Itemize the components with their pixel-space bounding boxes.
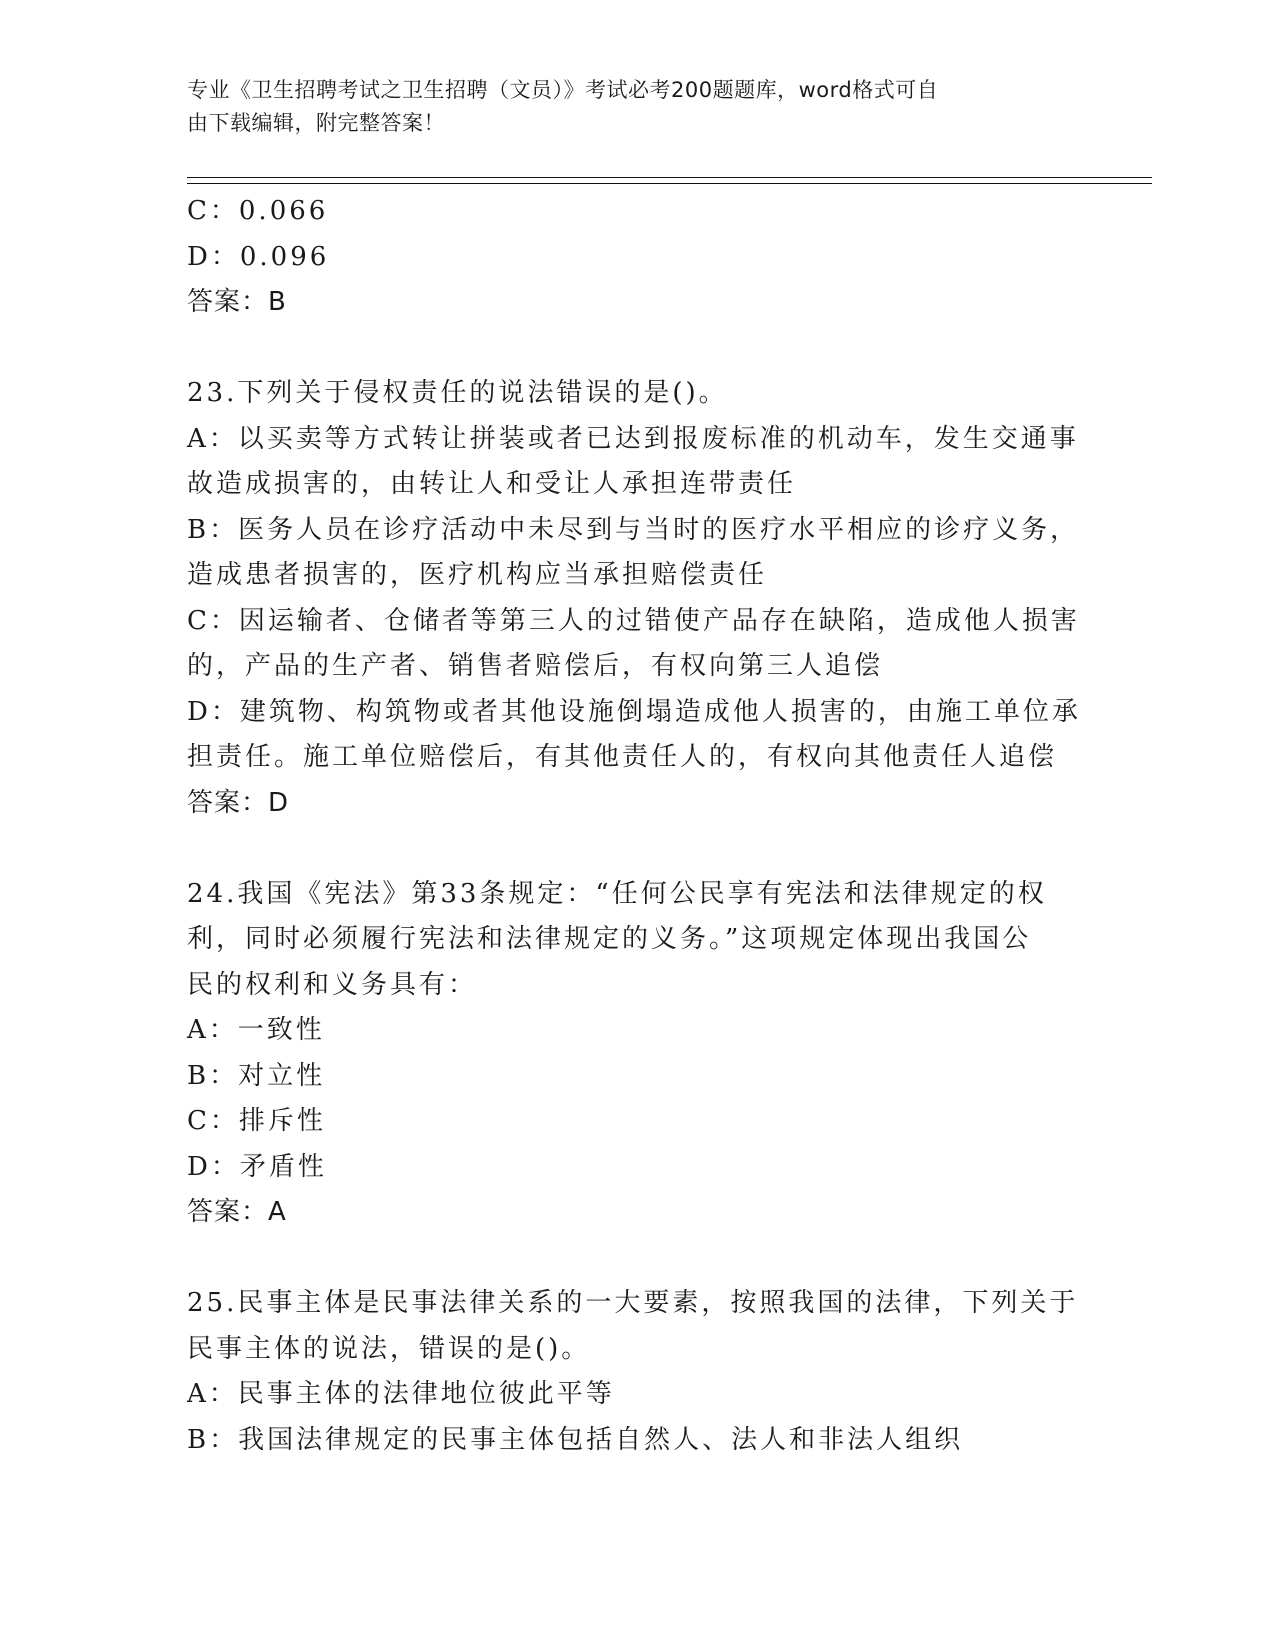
option-a: A：一致性 — [187, 1015, 325, 1045]
spacer — [187, 326, 1087, 372]
question-stem-cont: 民事主体的说法，错误的是()。 — [187, 1333, 591, 1364]
option-c: C：因运输者、仓储者等第三人的过错使产品存在缺陷，造成他人损害 — [187, 605, 1080, 636]
option-b: B：对立性 — [187, 1060, 326, 1091]
option-a: A：以买卖等方式转让拼装或者已达到报废标准的机动车，发生交通事 — [187, 423, 1079, 454]
option-c-cont: 的，产品的生产者、销售者赔偿后，有权向第三人追偿 — [187, 651, 884, 681]
answer-line: 答案：D — [187, 787, 290, 818]
answer-line: 答案：B — [187, 287, 287, 317]
spacer — [187, 1236, 1087, 1282]
header-rule-top — [187, 177, 1152, 178]
header-line-2: 由下载编辑，附完整答案！ — [187, 111, 445, 135]
spacer — [187, 826, 1087, 872]
option-a-cont: 故造成损害的，由转让人和受让人承担连带责任 — [187, 469, 797, 499]
page-header — [187, 74, 1067, 140]
option-d: D：建筑物、构筑物或者其他设施倒塌造成他人损害的，由施工单位承 — [187, 696, 1081, 727]
option-c: C：0.066 — [187, 196, 329, 226]
question-stem-cont: 利，同时必须履行宪法和法律规定的义务。”这项规定体现出我国公 — [187, 924, 1032, 954]
option-b: B：我国法律规定的民事主体包括自然人、法人和非法人组织 — [187, 1424, 964, 1455]
question-stem: 24.我国《宪法》第33条规定：“任何公民享有宪法和法律规定的权 — [187, 878, 1047, 909]
question-stem: 25.民事主体是民事法律关系的一大要素，按照我国的法律，下列关于 — [187, 1288, 1079, 1318]
option-d: D：0.096 — [187, 241, 330, 272]
question-22-tail — [187, 189, 1087, 326]
option-d: D：矛盾性 — [187, 1151, 327, 1182]
option-d-cont: 担责任。施工单位赔偿后，有其他责任人的，有权向其他责任人追偿 — [187, 742, 1058, 772]
option-a: A：民事主体的法律地位彼此平等 — [187, 1379, 615, 1409]
option-b-cont: 造成患者损害的，医疗机构应当承担赔偿责任 — [187, 560, 768, 590]
question-23 — [187, 371, 1087, 826]
option-c: C：排斥性 — [187, 1106, 326, 1136]
question-25 — [187, 1281, 1087, 1463]
header-rule-bottom — [187, 183, 1152, 184]
header-line-1: 专业《卫生招聘考试之卫生招聘（文员）》考试必考200题题库，word格式可自 — [187, 78, 939, 102]
question-stem-cont: 民的权利和义务具有： — [187, 969, 478, 1000]
answer-line: 答案：A — [187, 1197, 287, 1227]
option-b: B：医务人员在诊疗活动中未尽到与当时的医疗水平相应的诊疗义务， — [187, 514, 1080, 545]
question-content — [187, 189, 1087, 1463]
question-stem: 23.下列关于侵权责任的说法错误的是()。 — [187, 378, 728, 408]
question-24 — [187, 872, 1087, 1236]
